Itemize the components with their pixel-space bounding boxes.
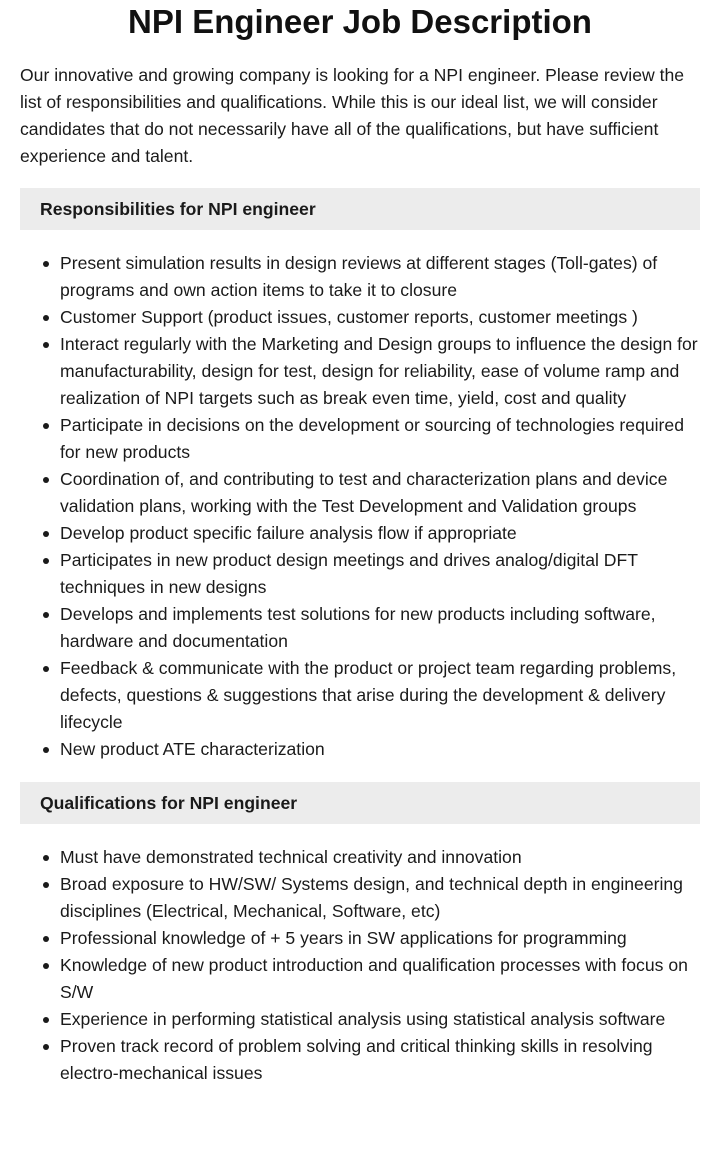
bullet-icon — [43, 423, 49, 429]
bullet-icon — [43, 315, 49, 321]
responsibility-item — [60, 250, 700, 304]
responsibility-item — [60, 601, 700, 655]
bullet-icon — [43, 558, 49, 564]
qualification-item-text: Proven track record of problem solving and critical thinking skills in resolving electro-mechanical issues — [60, 1036, 653, 1083]
responsibility-item — [60, 412, 700, 466]
responsibility-item-text: Feedback & communicate with the product or project team regarding problems, defects, questions & suggestions that arise during the development & delivery lifecycle — [60, 658, 677, 732]
responsibility-item — [60, 304, 700, 331]
responsibility-item — [60, 655, 700, 736]
responsibility-item-text: Customer Support (product issues, customer reports, customer meetings ) — [60, 307, 638, 327]
bullet-icon — [43, 342, 49, 348]
responsibility-item — [60, 736, 700, 763]
bullet-icon — [43, 531, 49, 537]
responsibility-item — [60, 520, 700, 547]
responsibilities-list — [20, 250, 700, 763]
responsibility-item-text: New product ATE characterization — [60, 739, 325, 759]
bullet-icon — [43, 963, 49, 969]
bullet-icon — [43, 1017, 49, 1023]
qualification-item — [60, 952, 700, 1006]
bullet-icon — [43, 936, 49, 942]
qualifications-heading: Qualifications for NPI engineer — [20, 782, 700, 824]
bullet-icon — [43, 612, 49, 618]
responsibility-item-text: Participate in decisions on the development or sourcing of technologies required for new products — [60, 415, 684, 462]
qualification-item — [60, 844, 700, 871]
responsibility-item-text: Interact regularly with the Marketing and Design groups to influence the design for manufacturability, design for test, design for reliability, ease of volume ramp and realization of NPI targets such as break even time, yield, cost and quality — [60, 334, 698, 408]
qualification-item-text: Professional knowledge of + 5 years in SW applications for programming — [60, 928, 627, 948]
responsibilities-heading: Responsibilities for NPI engineer — [20, 188, 700, 230]
bullet-icon — [43, 1044, 49, 1050]
responsibility-item-text: Present simulation results in design reviews at different stages (Toll-gates) of programs and own action items to take it to closure — [60, 253, 658, 300]
bullet-icon — [43, 882, 49, 888]
qualifications-list — [20, 844, 700, 1087]
responsibility-item — [60, 331, 700, 412]
page-title: NPI Engineer Job Description — [128, 3, 592, 40]
bullet-icon — [43, 855, 49, 861]
responsibility-item — [60, 466, 700, 520]
responsibility-item — [60, 547, 700, 601]
bullet-icon — [43, 477, 49, 483]
responsibility-item-text: Develops and implements test solutions for new products including software, hardware and documentation — [60, 604, 656, 651]
intro-paragraph: Our innovative and growing company is looking for a NPI engineer. Please review the list of responsibilities and qualifications. While this is our ideal list, we will consider candidates that do not necessarily have all of the qualifications, but have sufficient experience and talent. — [20, 65, 685, 166]
qualification-item — [60, 925, 700, 952]
bullet-icon — [43, 261, 49, 267]
qualification-item-text: Must have demonstrated technical creativity and innovation — [60, 847, 522, 867]
qualification-item — [60, 871, 700, 925]
qualification-item-text: Experience in performing statistical analysis using statistical analysis software — [60, 1009, 666, 1029]
qualification-item-text: Broad exposure to HW/SW/ Systems design, and technical depth in engineering disciplines (Electrical, Mechanical, Software, etc) — [60, 874, 683, 921]
bullet-icon — [43, 666, 49, 672]
responsibility-item-text: Coordination of, and contributing to test and characterization plans and device validation plans, working with the Test Development and Validation groups — [60, 469, 668, 516]
bullet-icon — [43, 747, 49, 753]
qualification-item-text: Knowledge of new product introduction and qualification processes with focus on S/W — [60, 955, 688, 1002]
responsibility-item-text: Participates in new product design meetings and drives analog/digital DFT techniques in new designs — [60, 550, 638, 597]
qualification-item — [60, 1006, 700, 1033]
qualification-item — [60, 1033, 700, 1087]
responsibility-item-text: Develop product specific failure analysis flow if appropriate — [60, 523, 517, 543]
